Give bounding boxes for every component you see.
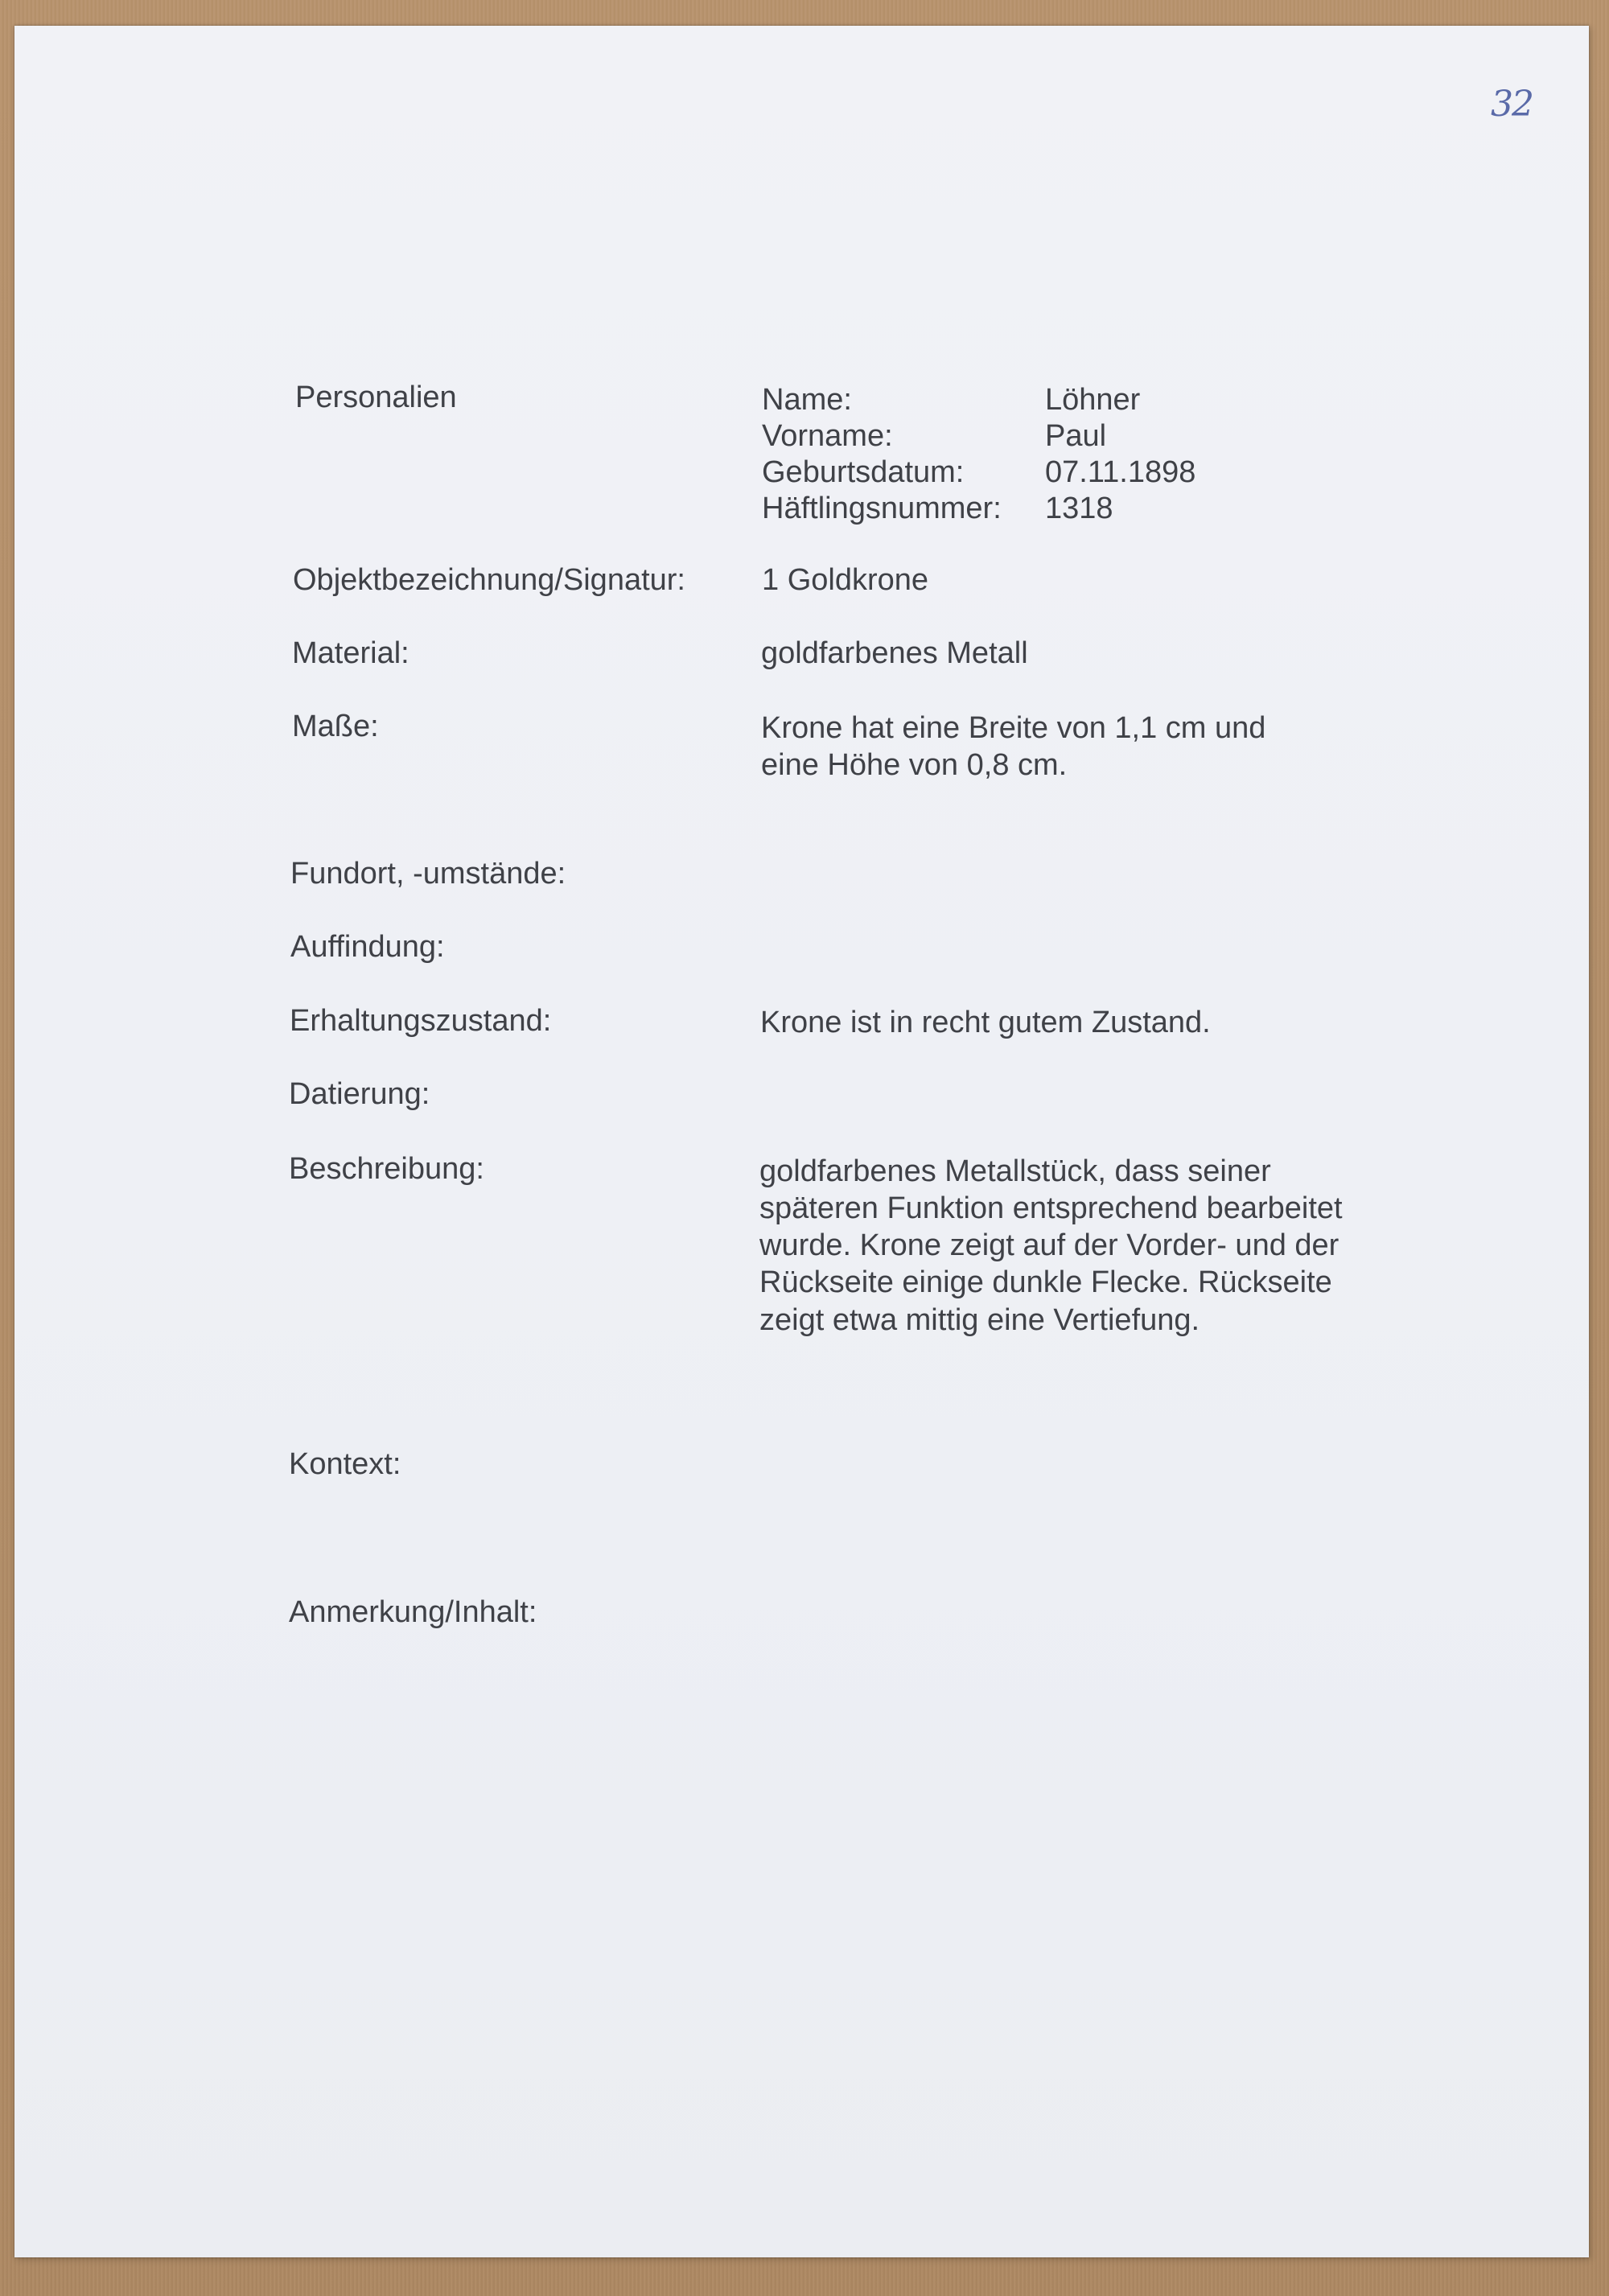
beschreibung-line-4: Rückseite einige dunkle Flecke. Rückseite (759, 1265, 1332, 1299)
document-sheet (14, 26, 1589, 2257)
objekt-label: Objektbezeichnung/Signatur: (293, 563, 685, 597)
erhaltung-value: Krone ist in recht gutem Zustand. (760, 1006, 1211, 1039)
erhaltung-label: Erhaltungszustand: (290, 1004, 552, 1038)
haeftlingsnummer-label: Häftlingsnummer: (762, 492, 1002, 525)
name-label: Name: (762, 383, 852, 417)
beschreibung-line-1: goldfarbenes Metallstück, dass seiner (759, 1154, 1271, 1188)
beschreibung-line-2: späteren Funktion entsprechend bearbeitet (759, 1191, 1343, 1225)
geburtsdatum-value: 07.11.1898 (1045, 455, 1196, 489)
handwritten-page-number: 32 (1491, 84, 1533, 125)
personalien-label: Personalien (295, 381, 457, 414)
beschreibung-label: Beschreibung: (289, 1152, 484, 1186)
name-value: Löhner (1045, 383, 1141, 417)
kontext-label: Kontext: (289, 1447, 401, 1481)
anmerkung-label: Anmerkung/Inhalt: (289, 1595, 537, 1629)
beschreibung-line-5: zeigt etwa mittig eine Vertiefung. (759, 1303, 1200, 1337)
geburtsdatum-label: Geburtsdatum: (762, 455, 965, 489)
beschreibung-line-3: wurde. Krone zeigt auf der Vorder- und der (759, 1228, 1339, 1262)
auffindung-label: Auffindung: (290, 930, 445, 964)
datierung-label: Datierung: (289, 1077, 430, 1111)
vorname-value: Paul (1045, 419, 1107, 453)
vorname-label: Vorname: (762, 419, 893, 453)
masse-value-line-1: Krone hat eine Breite von 1,1 cm und (761, 711, 1266, 745)
objekt-value: 1 Goldkrone (762, 563, 929, 597)
masse-label: Maße: (292, 710, 379, 743)
fundort-label: Fundort, -umstände: (290, 857, 566, 891)
haeftlingsnummer-value: 1318 (1045, 492, 1113, 525)
material-label: Material: (292, 636, 409, 670)
material-value: goldfarbenes Metall (761, 636, 1028, 670)
masse-value-line-2: eine Höhe von 0,8 cm. (761, 748, 1068, 782)
